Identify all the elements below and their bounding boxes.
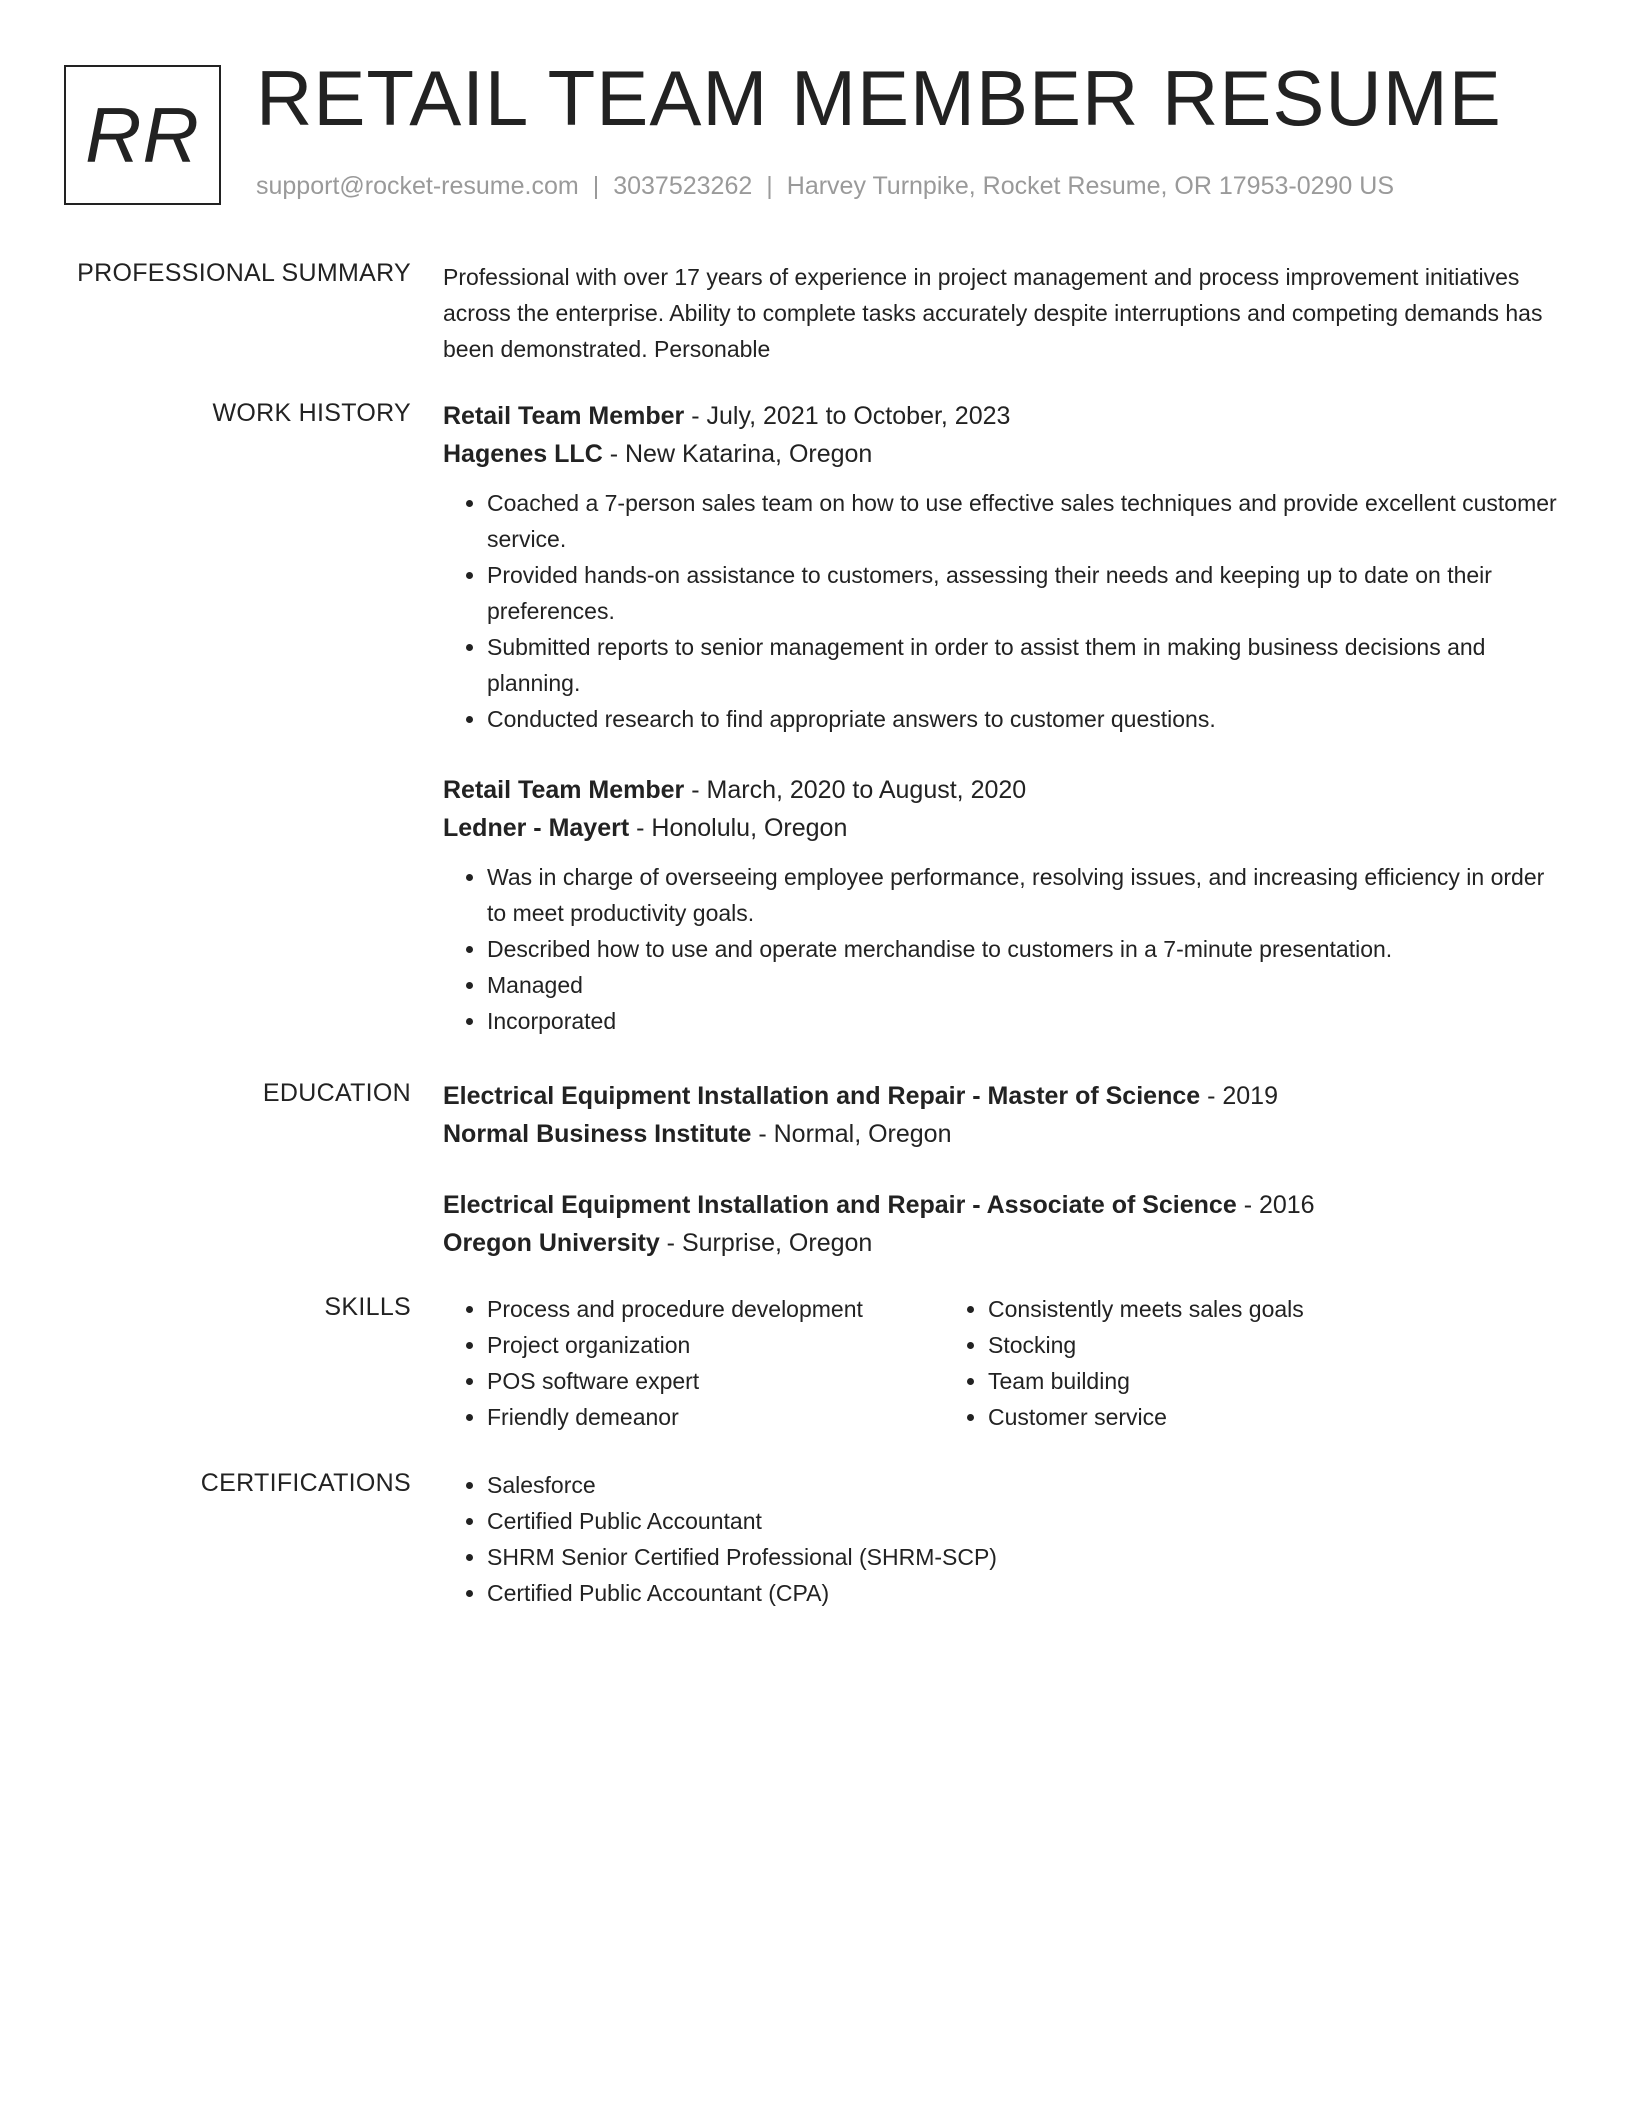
contact-address: Harvey Turnpike, Rocket Resume, OR 17953-0290 US [786,172,1394,200]
skill-item: • Project organization [487,1327,944,1363]
section-label-summary: PROFESSIONAL SUMMARY [77,259,411,287]
certification-item: • Certified Public Accountant (CPA) [487,1575,1558,1611]
skill-item: • Stocking [988,1327,1304,1363]
resume-title: RETAIL TEAM MEMBER RESUME [256,54,1502,142]
school-line [443,1115,1558,1153]
job-bullet: • Conducted research to find appropriate answers to customer questions. [487,701,1558,737]
job-location: - New Katarina, Oregon [602,440,873,468]
job-title-line [443,771,1558,809]
job-company-line [443,435,1558,473]
section-label-education: EDUCATION [262,1079,411,1107]
contact-line [256,172,1394,201]
job-bullets [443,859,1558,1039]
section-label-certifications: CERTIFICATIONS [200,1469,411,1497]
job-bullet: • Managed [487,967,1558,1003]
skill-item: • Friendly demeanor [487,1399,944,1435]
job-dates: - March, 2020 to August, 2020 [684,776,1027,804]
job-entry [443,771,1558,1039]
school-name: Normal Business Institute [443,1120,752,1148]
job-company: Hagenes LLC [443,440,603,468]
job-dates: - July, 2021 to October, 2023 [684,402,1011,430]
contact-separator: | [592,172,600,200]
job-bullet: • Described how to use and operate merchandise to customers in a 7-minute presentation. [487,931,1558,967]
degree-line [443,1077,1558,1115]
degree-year: - 2016 [1236,1191,1315,1219]
job-company: Ledner - Mayert [443,814,630,842]
contact-phone: 3037523262 [613,172,753,200]
education-entry [443,1077,1558,1153]
school-location: - Surprise, Oregon [659,1229,873,1257]
job-bullet: • Incorporated [487,1003,1558,1039]
degree-name: Electrical Equipment Installation and Repair - Master of Science [443,1082,1201,1110]
job-bullets [443,485,1558,737]
summary-text: Professional with over 17 years of experience in project management and process improvement initiatives across the enterprise. Ability to complete tasks accurately despite interruptions and competing demands has been demonstrated. Personable [443,264,1543,362]
certifications-list [443,1467,1558,1611]
job-bullet: • Coached a 7-person sales team on how to use effective sales techniques and provide excellent customer service. [487,485,1558,557]
skill-item: • POS software expert [487,1363,944,1399]
job-title-line [443,397,1558,435]
job-bullet: • Provided hands-on assistance to customers, assessing their needs and keeping up to date on their preferences. [487,557,1558,629]
skills-grid [443,1291,1558,1435]
skill-item: • Team building [988,1363,1304,1399]
skill-item: • Consistently meets sales goals [988,1291,1304,1327]
school-line [443,1224,1558,1262]
school-location: - Normal, Oregon [751,1120,952,1148]
skills-column [443,1291,944,1435]
certification-item: • SHRM Senior Certified Professional (SHRM-SCP) [487,1539,1558,1575]
job-bullet: • Submitted reports to senior management in order to assist them in making business decisions and planning. [487,629,1558,701]
school-name: Oregon University [443,1229,660,1257]
skill-item: • Process and procedure development [487,1291,944,1327]
section-label-skills: SKILLS [324,1293,411,1321]
contact-email: support@rocket-resume.com [256,172,579,200]
job-title: Retail Team Member [443,402,685,430]
degree-line [443,1186,1558,1224]
job-entry [443,397,1558,737]
job-title: Retail Team Member [443,776,685,804]
job-company-line [443,809,1558,847]
degree-year: - 2019 [1200,1082,1278,1110]
certification-item: • Salesforce [487,1467,1558,1503]
education-entry [443,1186,1558,1262]
skill-item: • Customer service [988,1399,1304,1435]
skills-column [944,1291,1304,1435]
certification-item: • Certified Public Accountant [487,1503,1558,1539]
job-location: - Honolulu, Oregon [629,814,848,842]
monogram-logo [64,65,221,205]
contact-separator: | [766,172,773,200]
monogram-initials: RR [85,91,200,179]
section-label-work-history: WORK HISTORY [212,399,411,427]
degree-name: Electrical Equipment Installation and Repair - Associate of Science [443,1191,1237,1219]
job-bullet: • Was in charge of overseeing employee performance, resolving issues, and increasing efficiency in order to meet productivity goals. [487,859,1558,931]
